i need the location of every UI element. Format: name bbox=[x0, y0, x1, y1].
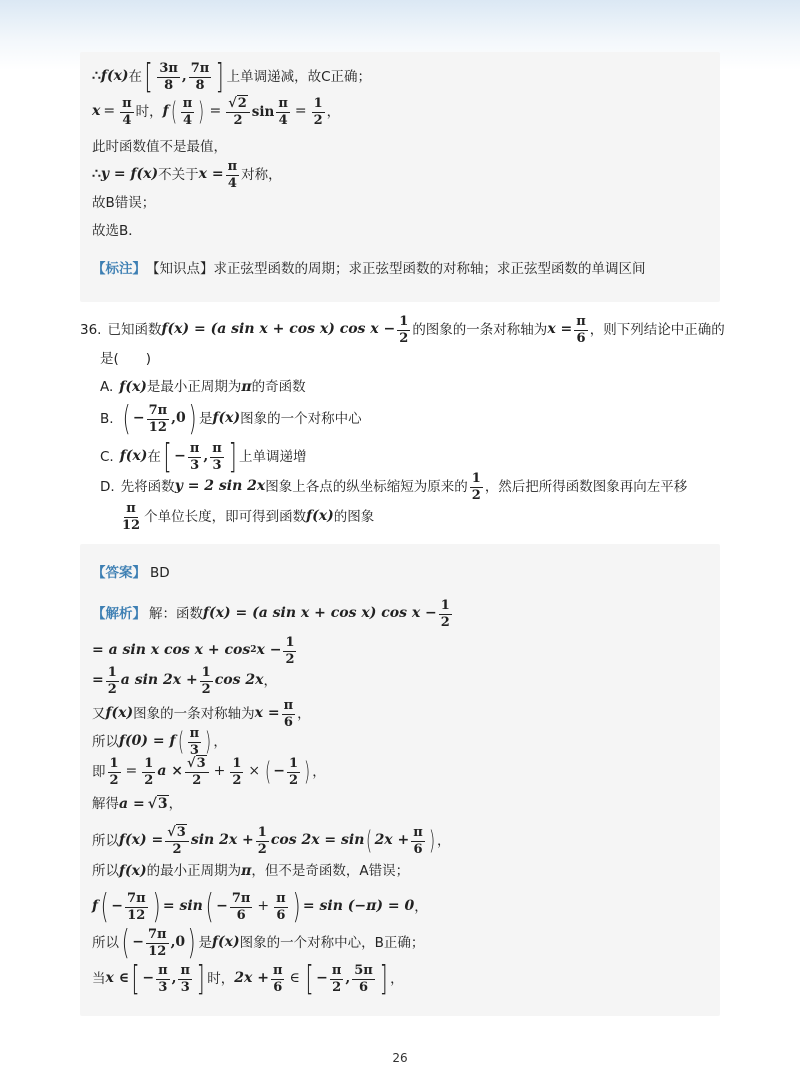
explain-line-7: 解得 a = √3 ， bbox=[92, 796, 183, 813]
note-line bbox=[92, 262, 720, 277]
explain-line-4: 又 f(x) 图象的一条对称轴为 x = $\frac{\pi}{6}$ ， bbox=[92, 698, 311, 730]
solution-line-6: 故选B． bbox=[92, 223, 142, 239]
answer-tag: 【答案】 bbox=[92, 565, 146, 581]
explain-tag: 【解析】 bbox=[92, 605, 146, 622]
previous-solution-panel bbox=[80, 52, 720, 302]
solution-line-4: ∴ y = f(x) 不关于 x = $\frac{\pi}{4}$ 对称， bbox=[92, 159, 282, 191]
explain-line-11: 所以 ( − $\frac{7\pi}{12}$ ,0 ) 是 f(x) 图象的一个对称中心，B正确； bbox=[92, 923, 425, 963]
question-number: 36. bbox=[80, 321, 102, 338]
explain-line-3: = $\frac{1}{2}$ a sin 2x + $\frac{1}{2}$ cos 2x ， bbox=[92, 665, 277, 697]
page-number: 26 bbox=[392, 1051, 408, 1065]
question-line-2: 是( ) bbox=[100, 351, 152, 367]
option-d-line-2: $\frac{\pi}{12}$ 个单位长度，即可得到函数 f(x) 的图象 bbox=[122, 501, 375, 533]
explain-line-8: 所以 f(x) = $\frac{√3}{2}$ sin 2x + $\frac{1}{2}$ cos 2x = sin ( 2x + $\frac{\pi}{6}$ ) ， bbox=[92, 825, 451, 857]
note-tag: 【标注】 bbox=[92, 261, 146, 277]
question-line-1: 36. 已知函数 f(x) = (a sin x + cos x) cos x − $\frac{1}{2}$ 的图象的一条对称轴为 x = $\frac{\pi}{6}$ ，则下列结论中正确的 bbox=[80, 314, 725, 346]
solution-line-1: ∴ f(x) 在 [ $\frac{3\pi}{8}$ , $\frac{7\pi}{8}$ ] 上单调递减，故C正确； bbox=[92, 57, 372, 97]
option-d-line-1: D. 先将函数 y = 2 sin 2x 图象上各点的纵坐标缩短为原来的 $\frac{1}{2}$ ，然后把所得函数图象再向左平移 bbox=[100, 471, 688, 503]
explain-line-9: 所以 f(x) 的最小正周期为 π ，但不是奇函数，A错误； bbox=[92, 863, 410, 880]
note-text: 【知识点】求正弦型函数的周期；求正弦型函数的对称轴；求正弦型函数的单调区间 bbox=[146, 261, 646, 277]
answer-panel bbox=[80, 544, 720, 1016]
explain-line-10: f ( − $\frac{7\pi}{12}$ ) = sin ( − $\frac{7\pi}{6}$ + $\frac{\pi}{6}$ ) = sin (−π) = 0 ， bbox=[92, 887, 428, 927]
answer-value: BD bbox=[150, 565, 170, 581]
option-a: A. f(x) 是最小正周期为 π 的奇函数 bbox=[100, 379, 306, 396]
option-b: B. ( − $\frac{7\pi}{12}$ ,0 ) 是 f(x) 图象的一个对称中心 bbox=[100, 399, 362, 439]
explain-line-6: 即 $\frac{1}{2}$ = $\frac{1}{2}$ a × $\frac{√3}{2}$ + $\frac{1}{2}$ × ( − $\frac{1}{2}$ ) ， bbox=[92, 756, 326, 788]
explain-line-12: 当 x ∈ [ − $\frac{\pi}{3}$ , $\frac{\pi}{3}$ ] 时， 2x + $\frac{\pi}{6}$ ∈ [ − $\frac{\pi}{2}$ , $\frac{5\pi}{6}$ ] ， bbox=[92, 959, 404, 999]
solution-line-2: x = $\frac{\pi}{4}$ 时， f ( $\frac{\pi}{4}$ ) = $\frac{√2}{2}$ sin $\frac{\pi}{4}$ = $\frac{1}{2}$ ， bbox=[92, 96, 341, 128]
solution-line-3: 此时函数值不是最值， bbox=[92, 139, 227, 155]
option-c: C. f(x) 在 [ − $\frac{\pi}{3}$ , $\frac{\pi}{3}$ ] 上单调递增 bbox=[100, 437, 307, 477]
solution-line-5: 故B错误； bbox=[92, 195, 156, 211]
explain-line-5: 所以 f(0) = f ( $\frac{\pi}{3}$ ) ， bbox=[92, 726, 227, 758]
explain-line-2: = a sin x cos x + cos 2 x − $\frac{1}{2}$ bbox=[92, 635, 295, 667]
answer-line bbox=[92, 566, 720, 581]
explain-line-1: 【解析】 解：函数 f(x) = (a sin x + cos x) cos x − $\frac{1}{2}$ bbox=[92, 598, 450, 630]
